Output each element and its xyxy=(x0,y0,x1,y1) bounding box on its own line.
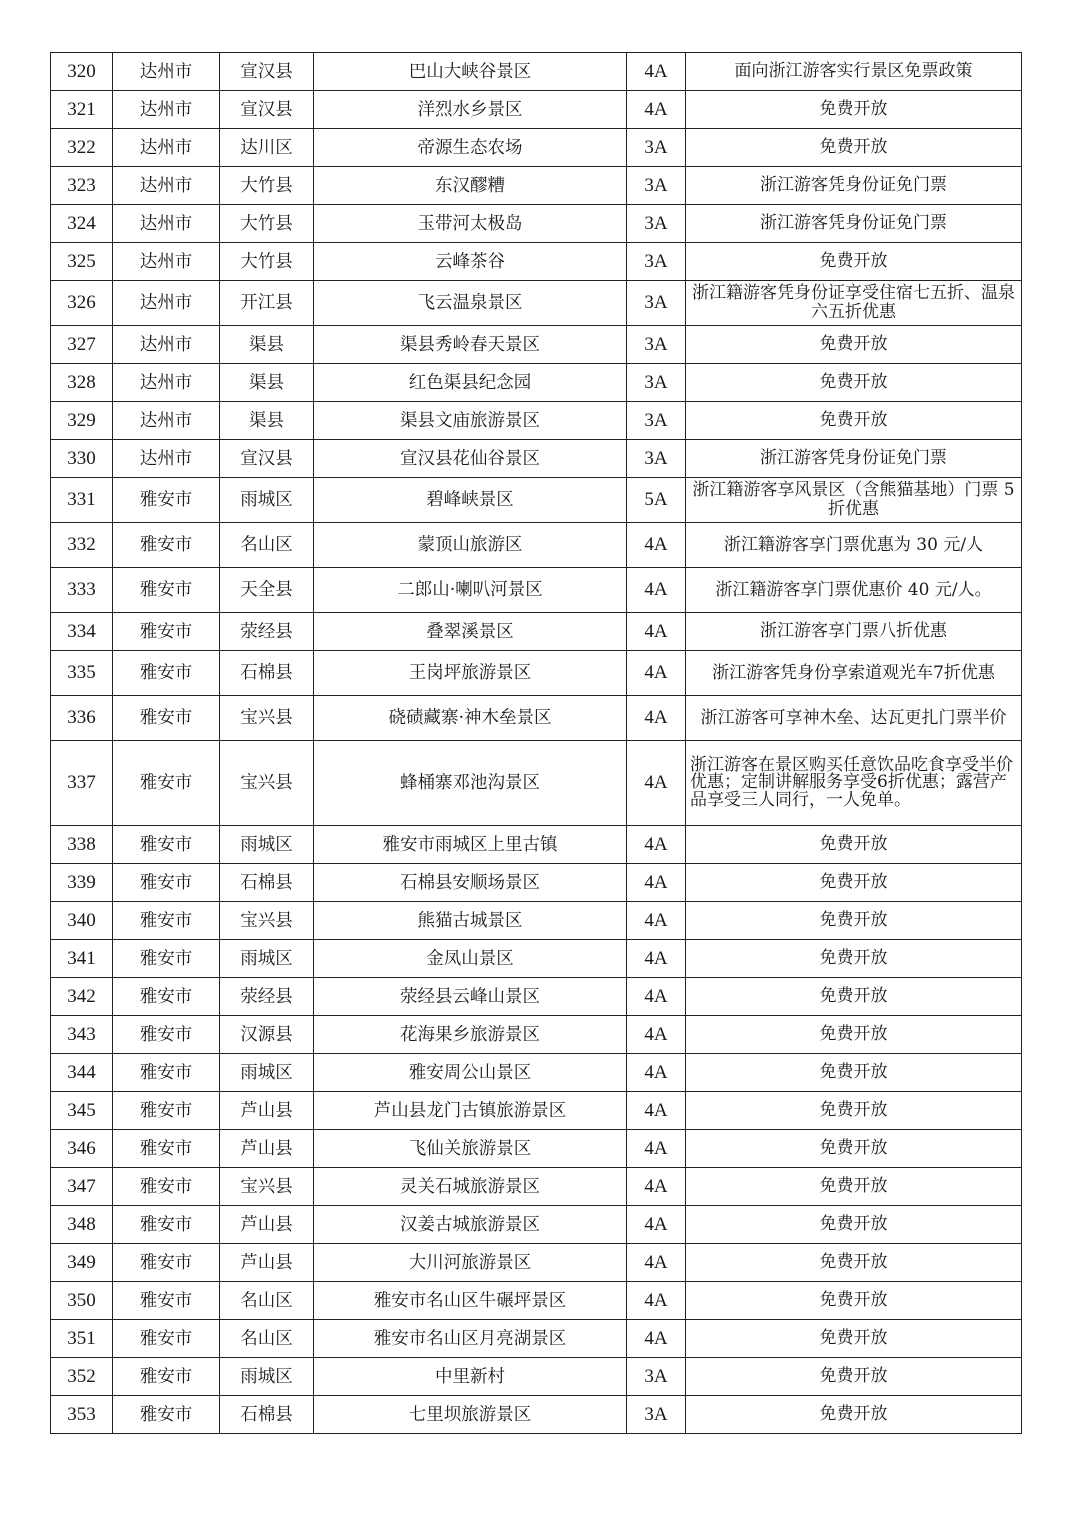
rating-level-cell: 3A xyxy=(627,205,686,243)
scenic-spot-name-cell: 中里新村 xyxy=(314,1358,627,1396)
county-cell: 达川区 xyxy=(220,129,314,167)
policy-cell: 免费开放 xyxy=(686,1168,1022,1206)
scenic-spots-table xyxy=(50,52,1022,1434)
row-number-cell: 321 xyxy=(51,91,113,129)
row-number-cell: 349 xyxy=(51,1244,113,1282)
row-number-cell: 329 xyxy=(51,402,113,440)
scenic-spot-name-cell: 大川河旅游景区 xyxy=(314,1244,627,1282)
county-cell: 天全县 xyxy=(220,568,314,613)
county-cell: 名山区 xyxy=(220,1320,314,1358)
scenic-spot-name-cell: 熊猫古城景区 xyxy=(314,902,627,940)
county-cell: 大竹县 xyxy=(220,243,314,281)
city-cell: 雅安市 xyxy=(113,1244,220,1282)
row-number-cell: 340 xyxy=(51,902,113,940)
county-cell: 荥经县 xyxy=(220,978,314,1016)
scenic-spot-name-cell: 渠县秀岭春天景区 xyxy=(314,326,627,364)
row-number-cell: 330 xyxy=(51,440,113,478)
row-number-cell: 346 xyxy=(51,1130,113,1168)
policy-cell: 浙江游客凭身份证免门票 xyxy=(686,205,1022,243)
county-cell: 宝兴县 xyxy=(220,741,314,826)
city-cell: 雅安市 xyxy=(113,902,220,940)
city-cell: 达州市 xyxy=(113,281,220,326)
policy-cell: 免费开放 xyxy=(686,1282,1022,1320)
rating-level-cell: 4A xyxy=(627,1244,686,1282)
policy-cell: 浙江籍游客凭身份证享受住宿七五折、温泉六五折优惠 xyxy=(686,281,1022,326)
city-cell: 雅安市 xyxy=(113,696,220,741)
rating-level-cell: 3A xyxy=(627,129,686,167)
policy-cell: 免费开放 xyxy=(686,902,1022,940)
scenic-spot-name-cell: 石棉县安顺场景区 xyxy=(314,864,627,902)
table-row xyxy=(51,864,1022,902)
policy-cell: 免费开放 xyxy=(686,978,1022,1016)
rating-level-cell: 3A xyxy=(627,326,686,364)
rating-level-cell: 4A xyxy=(627,1206,686,1244)
county-cell: 宣汉县 xyxy=(220,53,314,91)
policy-cell: 免费开放 xyxy=(686,91,1022,129)
rating-level-cell: 4A xyxy=(627,613,686,651)
city-cell: 雅安市 xyxy=(113,864,220,902)
row-number-cell: 336 xyxy=(51,696,113,741)
rating-level-cell: 4A xyxy=(627,53,686,91)
county-cell: 宣汉县 xyxy=(220,440,314,478)
policy-cell: 免费开放 xyxy=(686,1206,1022,1244)
city-cell: 雅安市 xyxy=(113,523,220,568)
row-number-cell: 339 xyxy=(51,864,113,902)
table-row xyxy=(51,696,1022,741)
table-row xyxy=(51,326,1022,364)
policy-cell: 浙江籍游客享门票优惠为 30 元/人 xyxy=(686,523,1022,568)
table-row xyxy=(51,940,1022,978)
scenic-spot-name-cell: 红色渠县纪念园 xyxy=(314,364,627,402)
row-number-cell: 353 xyxy=(51,1396,113,1434)
row-number-cell: 320 xyxy=(51,53,113,91)
table-row xyxy=(51,741,1022,826)
table-row xyxy=(51,978,1022,1016)
table-row xyxy=(51,1130,1022,1168)
city-cell: 雅安市 xyxy=(113,1054,220,1092)
policy-cell: 免费开放 xyxy=(686,364,1022,402)
row-number-cell: 332 xyxy=(51,523,113,568)
scenic-spot-name-cell: 巴山大峡谷景区 xyxy=(314,53,627,91)
rating-level-cell: 4A xyxy=(627,826,686,864)
policy-cell: 免费开放 xyxy=(686,1016,1022,1054)
county-cell: 大竹县 xyxy=(220,205,314,243)
county-cell: 芦山县 xyxy=(220,1092,314,1130)
city-cell: 达州市 xyxy=(113,364,220,402)
scenic-spot-name-cell: 宣汉县花仙谷景区 xyxy=(314,440,627,478)
row-number-cell: 343 xyxy=(51,1016,113,1054)
scenic-spot-name-cell: 云峰茶谷 xyxy=(314,243,627,281)
row-number-cell: 345 xyxy=(51,1092,113,1130)
scenic-spot-name-cell: 花海果乡旅游景区 xyxy=(314,1016,627,1054)
scenic-spot-name-cell: 金凤山景区 xyxy=(314,940,627,978)
scenic-spot-name-cell: 帝源生态农场 xyxy=(314,129,627,167)
rating-level-cell: 3A xyxy=(627,364,686,402)
scenic-spot-name-cell: 荥经县云峰山景区 xyxy=(314,978,627,1016)
row-number-cell: 331 xyxy=(51,478,113,523)
scenic-spot-name-cell: 玉带河太极岛 xyxy=(314,205,627,243)
rating-level-cell: 4A xyxy=(627,1282,686,1320)
county-cell: 雨城区 xyxy=(220,940,314,978)
table-row xyxy=(51,613,1022,651)
row-number-cell: 351 xyxy=(51,1320,113,1358)
policy-cell: 免费开放 xyxy=(686,326,1022,364)
county-cell: 宝兴县 xyxy=(220,902,314,940)
table-row xyxy=(51,902,1022,940)
table-row xyxy=(51,1282,1022,1320)
scenic-spot-name-cell: 雅安市名山区牛碾坪景区 xyxy=(314,1282,627,1320)
county-cell: 芦山县 xyxy=(220,1244,314,1282)
policy-cell: 浙江游客凭身份享索道观光车7折优惠 xyxy=(686,651,1022,696)
table-row xyxy=(51,478,1022,523)
scenic-spot-name-cell: 雅安市雨城区上里古镇 xyxy=(314,826,627,864)
policy-cell: 免费开放 xyxy=(686,129,1022,167)
rating-level-cell: 4A xyxy=(627,1092,686,1130)
county-cell: 石棉县 xyxy=(220,1396,314,1434)
rating-level-cell: 4A xyxy=(627,568,686,613)
city-cell: 达州市 xyxy=(113,243,220,281)
scenic-spot-name-cell: 七里坝旅游景区 xyxy=(314,1396,627,1434)
row-number-cell: 335 xyxy=(51,651,113,696)
rating-level-cell: 3A xyxy=(627,440,686,478)
row-number-cell: 348 xyxy=(51,1206,113,1244)
city-cell: 雅安市 xyxy=(113,1396,220,1434)
row-number-cell: 344 xyxy=(51,1054,113,1092)
table-row xyxy=(51,1396,1022,1434)
rating-level-cell: 4A xyxy=(627,1168,686,1206)
rating-level-cell: 4A xyxy=(627,940,686,978)
city-cell: 雅安市 xyxy=(113,1358,220,1396)
row-number-cell: 333 xyxy=(51,568,113,613)
row-number-cell: 342 xyxy=(51,978,113,1016)
table-row xyxy=(51,523,1022,568)
county-cell: 宝兴县 xyxy=(220,696,314,741)
county-cell: 大竹县 xyxy=(220,167,314,205)
policy-cell: 浙江游客享门票八折优惠 xyxy=(686,613,1022,651)
row-number-cell: 322 xyxy=(51,129,113,167)
table-row xyxy=(51,1358,1022,1396)
rating-level-cell: 4A xyxy=(627,91,686,129)
rating-level-cell: 4A xyxy=(627,902,686,940)
city-cell: 达州市 xyxy=(113,167,220,205)
rating-level-cell: 3A xyxy=(627,402,686,440)
county-cell: 宝兴县 xyxy=(220,1168,314,1206)
scenic-spot-name-cell: 芦山县龙门古镇旅游景区 xyxy=(314,1092,627,1130)
county-cell: 汉源县 xyxy=(220,1016,314,1054)
rating-level-cell: 5A xyxy=(627,478,686,523)
policy-cell: 免费开放 xyxy=(686,864,1022,902)
policy-cell: 免费开放 xyxy=(686,826,1022,864)
rating-level-cell: 4A xyxy=(627,1054,686,1092)
scenic-spot-name-cell: 雅安周公山景区 xyxy=(314,1054,627,1092)
scenic-spot-name-cell: 王岗坪旅游景区 xyxy=(314,651,627,696)
policy-cell: 免费开放 xyxy=(686,402,1022,440)
city-cell: 达州市 xyxy=(113,326,220,364)
city-cell: 达州市 xyxy=(113,440,220,478)
rating-level-cell: 4A xyxy=(627,651,686,696)
scenic-spot-name-cell: 渠县文庙旅游景区 xyxy=(314,402,627,440)
row-number-cell: 347 xyxy=(51,1168,113,1206)
scenic-spot-name-cell: 东汉醪糟 xyxy=(314,167,627,205)
policy-cell: 免费开放 xyxy=(686,1092,1022,1130)
table-row xyxy=(51,402,1022,440)
county-cell: 芦山县 xyxy=(220,1130,314,1168)
row-number-cell: 324 xyxy=(51,205,113,243)
scenic-spot-name-cell: 雅安市名山区月亮湖景区 xyxy=(314,1320,627,1358)
city-cell: 雅安市 xyxy=(113,1206,220,1244)
row-number-cell: 341 xyxy=(51,940,113,978)
city-cell: 雅安市 xyxy=(113,1092,220,1130)
row-number-cell: 325 xyxy=(51,243,113,281)
table-row xyxy=(51,1244,1022,1282)
city-cell: 达州市 xyxy=(113,205,220,243)
rating-level-cell: 4A xyxy=(627,741,686,826)
scenic-spot-name-cell: 蒙顶山旅游区 xyxy=(314,523,627,568)
table-body xyxy=(51,53,1022,1434)
rating-level-cell: 4A xyxy=(627,864,686,902)
policy-cell: 浙江游客凭身份证免门票 xyxy=(686,440,1022,478)
table-row xyxy=(51,243,1022,281)
policy-cell: 浙江籍游客享风景区（含熊猫基地）门票 5 折优惠 xyxy=(686,478,1022,523)
policy-cell: 免费开放 xyxy=(686,1130,1022,1168)
county-cell: 渠县 xyxy=(220,326,314,364)
table-row xyxy=(51,1168,1022,1206)
city-cell: 雅安市 xyxy=(113,741,220,826)
city-cell: 达州市 xyxy=(113,53,220,91)
rating-level-cell: 4A xyxy=(627,1016,686,1054)
table-row xyxy=(51,1092,1022,1130)
city-cell: 雅安市 xyxy=(113,1320,220,1358)
county-cell: 芦山县 xyxy=(220,1206,314,1244)
table-row xyxy=(51,826,1022,864)
table-row xyxy=(51,651,1022,696)
row-number-cell: 327 xyxy=(51,326,113,364)
city-cell: 雅安市 xyxy=(113,568,220,613)
policy-cell: 浙江游客在景区购买任意饮品吃食享受半价优惠；定制讲解服务享受6折优惠；露营产品享受三人同行，一人免单。 xyxy=(686,741,1022,826)
city-cell: 雅安市 xyxy=(113,1130,220,1168)
city-cell: 雅安市 xyxy=(113,1282,220,1320)
scenic-spot-name-cell: 蜂桶寨邓池沟景区 xyxy=(314,741,627,826)
county-cell: 荥经县 xyxy=(220,613,314,651)
county-cell: 宣汉县 xyxy=(220,91,314,129)
county-cell: 名山区 xyxy=(220,1282,314,1320)
city-cell: 雅安市 xyxy=(113,978,220,1016)
table-row xyxy=(51,1054,1022,1092)
scenic-spot-name-cell: 碧峰峡景区 xyxy=(314,478,627,523)
city-cell: 达州市 xyxy=(113,129,220,167)
table-row xyxy=(51,53,1022,91)
county-cell: 雨城区 xyxy=(220,826,314,864)
county-cell: 雨城区 xyxy=(220,1054,314,1092)
city-cell: 达州市 xyxy=(113,402,220,440)
policy-cell: 面向浙江游客实行景区免票政策 xyxy=(686,53,1022,91)
city-cell: 雅安市 xyxy=(113,826,220,864)
table-row xyxy=(51,205,1022,243)
policy-cell: 浙江籍游客享门票优惠价 40 元/人。 xyxy=(686,568,1022,613)
policy-cell: 免费开放 xyxy=(686,1358,1022,1396)
city-cell: 雅安市 xyxy=(113,613,220,651)
row-number-cell: 352 xyxy=(51,1358,113,1396)
table-row xyxy=(51,1206,1022,1244)
county-cell: 雨城区 xyxy=(220,478,314,523)
city-cell: 雅安市 xyxy=(113,1168,220,1206)
row-number-cell: 338 xyxy=(51,826,113,864)
row-number-cell: 350 xyxy=(51,1282,113,1320)
row-number-cell: 337 xyxy=(51,741,113,826)
city-cell: 雅安市 xyxy=(113,478,220,523)
row-number-cell: 334 xyxy=(51,613,113,651)
county-cell: 石棉县 xyxy=(220,864,314,902)
city-cell: 达州市 xyxy=(113,91,220,129)
table-row xyxy=(51,440,1022,478)
policy-cell: 免费开放 xyxy=(686,243,1022,281)
rating-level-cell: 4A xyxy=(627,1320,686,1358)
city-cell: 雅安市 xyxy=(113,1016,220,1054)
scenic-spot-name-cell: 叠翠溪景区 xyxy=(314,613,627,651)
table-row xyxy=(51,568,1022,613)
row-number-cell: 326 xyxy=(51,281,113,326)
county-cell: 雨城区 xyxy=(220,1358,314,1396)
rating-level-cell: 4A xyxy=(627,696,686,741)
table-row xyxy=(51,1016,1022,1054)
policy-cell: 浙江游客凭身份证免门票 xyxy=(686,167,1022,205)
city-cell: 雅安市 xyxy=(113,940,220,978)
rating-level-cell: 3A xyxy=(627,1396,686,1434)
scenic-spot-name-cell: 硗碛藏寨·神木垒景区 xyxy=(314,696,627,741)
rating-level-cell: 3A xyxy=(627,243,686,281)
policy-cell: 免费开放 xyxy=(686,1244,1022,1282)
table-row xyxy=(51,364,1022,402)
policy-cell: 免费开放 xyxy=(686,1396,1022,1434)
table-row xyxy=(51,167,1022,205)
rating-level-cell: 4A xyxy=(627,1130,686,1168)
rating-level-cell: 3A xyxy=(627,1358,686,1396)
scenic-spot-name-cell: 飞仙关旅游景区 xyxy=(314,1130,627,1168)
county-cell: 渠县 xyxy=(220,402,314,440)
city-cell: 雅安市 xyxy=(113,651,220,696)
policy-cell: 浙江游客可享神木垒、达瓦更扎门票半价 xyxy=(686,696,1022,741)
rating-level-cell: 3A xyxy=(627,167,686,205)
row-number-cell: 323 xyxy=(51,167,113,205)
scenic-spot-name-cell: 洋烈水乡景区 xyxy=(314,91,627,129)
rating-level-cell: 4A xyxy=(627,978,686,1016)
county-cell: 名山区 xyxy=(220,523,314,568)
table-row xyxy=(51,281,1022,326)
table-row xyxy=(51,1320,1022,1358)
scenic-spot-name-cell: 汉姜古城旅游景区 xyxy=(314,1206,627,1244)
row-number-cell: 328 xyxy=(51,364,113,402)
scenic-spot-name-cell: 灵关石城旅游景区 xyxy=(314,1168,627,1206)
county-cell: 渠县 xyxy=(220,364,314,402)
scenic-spot-name-cell: 二郎山·喇叭河景区 xyxy=(314,568,627,613)
scenic-spot-name-cell: 飞云温泉景区 xyxy=(314,281,627,326)
policy-cell: 免费开放 xyxy=(686,1320,1022,1358)
policy-cell: 免费开放 xyxy=(686,940,1022,978)
county-cell: 石棉县 xyxy=(220,651,314,696)
county-cell: 开江县 xyxy=(220,281,314,326)
table-row xyxy=(51,91,1022,129)
table-row xyxy=(51,129,1022,167)
rating-level-cell: 4A xyxy=(627,523,686,568)
policy-cell: 免费开放 xyxy=(686,1054,1022,1092)
rating-level-cell: 3A xyxy=(627,281,686,326)
